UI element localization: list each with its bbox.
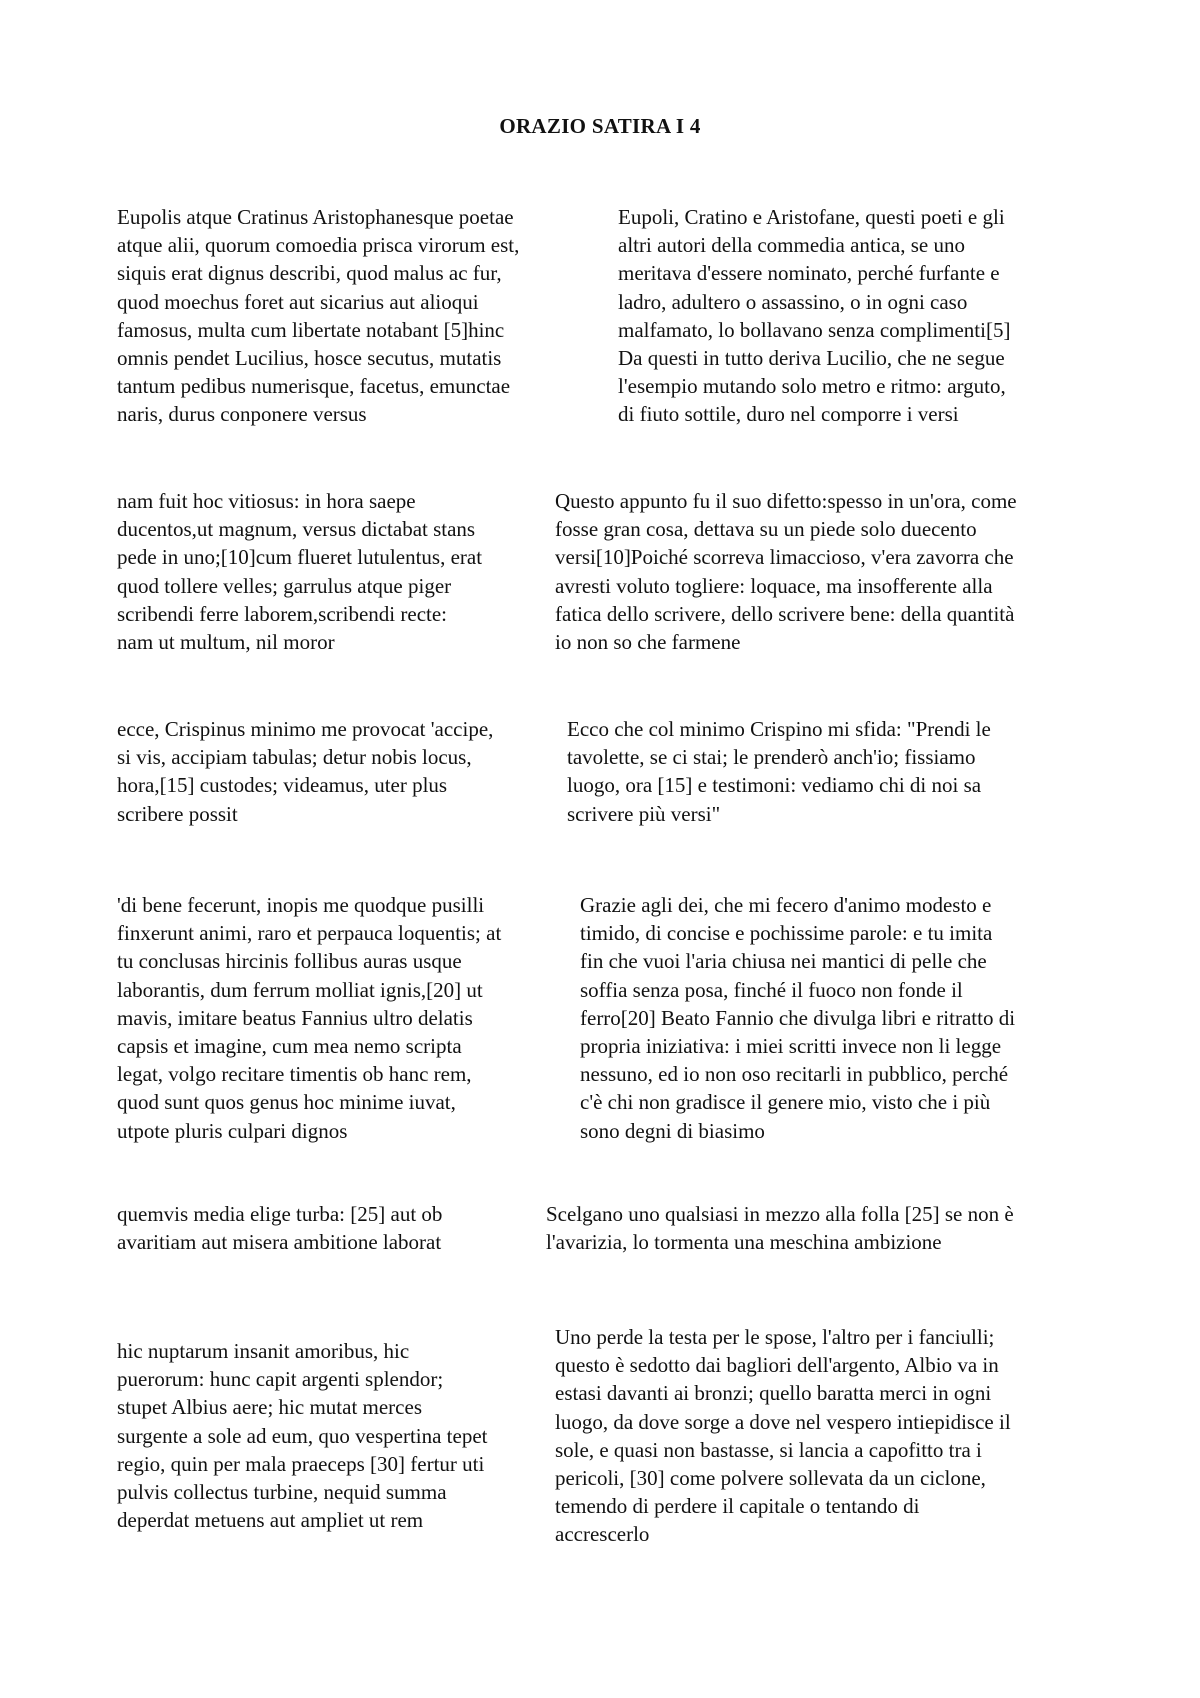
latin-text: Eupolis atque Cratinus Aristophanesque poetae atque alii, quorum comoedia prisca virorum est, siquis erat dignus describi, quod malus ac fur, quod moechus foret aut sicarius aut alioqui famosus, multa cum libertate notabant [5]hinc omnis pendet Lucilius, hosce secutus, mutatis tantum pedibus numerisque, facetus, emunctae naris, durus conponere versus [117, 205, 520, 427]
italian-translation: Eupoli, Cratino e Aristofane, questi poeti e gli altri autori della commedia antica, se uno meritava d'essere nominato, perché furfante e ladro, adultero o assassino, o in ogni caso malfamato, lo bollavano senza complimenti[5] Da questi in tutto deriva Lucilio, che ne segue l'esempio mutando solo metro e ritmo: arguto, di fiuto sottile, duro nel comporre i versi [618, 205, 1011, 427]
latin-text: ecce, Crispinus minimo me provocat 'accipe, si vis, accipiam tabulas; detur nobis locus, hora,[15] custodes; videamus, uter plus scribere possit [117, 717, 494, 826]
italian-translation: Uno perde la testa per le spose, l'altro per i fanciulli; questo è sedotto dai bagliori dell'argento, Albio va in estasi davanti ai bronzi; quello baratta merci in ogni luogo, da dove sorge a dove nel vespero intiepidisce il sole, e quasi non bastasse, si lancia a capofitto tra i pericoli, [30] come polvere sollevata da un ciclone, temendo di perdere il capitale o tentando di accrescerlo [555, 1325, 1011, 1547]
italian-translation: Scelgano uno qualsiasi in mezzo alla folla [25] se non è l'avarizia, lo tormenta una meschina ambizione [546, 1202, 1014, 1255]
italian-translation: Ecco che col minimo Crispino mi sfida: "Prendi le tavolette, se ci stai; le prenderò anch'io; fissiamo luogo, ora [15] e testimoni: vediamo chi di noi sa scrivere più versi" [567, 717, 991, 826]
italian-translation: Questo appunto fu il suo difetto:spesso in un'ora, come fosse gran cosa, dettava su un piede solo duecento versi[10]Poiché scorreva limaccioso, v'era zavorra che avresti voluto togliere: loquace, ma insofferente alla fatica dello scrivere, dello scrivere bene: della quantità io non so che farmene [555, 489, 1017, 655]
latin-text: nam fuit hoc vitiosus: in hora saepe ducentos,ut magnum, versus dictabat stans pede in uno;[10]cum flueret lutulentus, erat quod tollere velles; garrulus atque piger scribendi ferre laborem,scribendi recte: nam ut multum, nil moror [117, 489, 483, 655]
latin-text: hic nuptarum insanit amoribus, hic puerorum: hunc capit argenti splendor; stupet Albius aere; hic mutat merces surgente a sole ad eum, quo vespertina tepet regio, quin per mala praeceps [30] fertur uti pulvis collectus turbine, nequid summa deperdat metuens aut ampliet ut rem [117, 1339, 488, 1533]
latin-text: quemvis media elige turba: [25] aut ob avaritiam aut misera ambitione laborat [117, 1202, 443, 1255]
italian-translation: Grazie agli dei, che mi fecero d'animo modesto e timido, di concise e pochissime parole: e tu imita fin che vuoi l'aria chiusa nei mantici di pelle che soffia senza posa, finché il fuoco non fonde il ferro[20] Beato Fannio che divulga libri e ritratto di propria iniziativa: i miei scritti invece non li legge nessuno, ed io non oso recitarli in pubblico, perché c'è chi non gradisce il genere mio, visto che i più sono degni di biasimo [580, 893, 1016, 1143]
document-title: ORAZIO SATIRA I 4 [499, 114, 701, 138]
latin-text: 'di bene fecerunt, inopis me quodque pusilli finxerunt animi, raro et perpauca loquentis; at tu conclusas hircinis follibus auras usque laborantis, dum ferrum molliat ignis,[20] ut mavis, imitare beatus Fannius ultro delatis capsis et imagine, cum mea nemo scripta legat, volgo recitare timentis ob hanc rem, quod sunt quos genus hoc minime iuvat, utpote pluris culpari dignos [117, 893, 502, 1143]
